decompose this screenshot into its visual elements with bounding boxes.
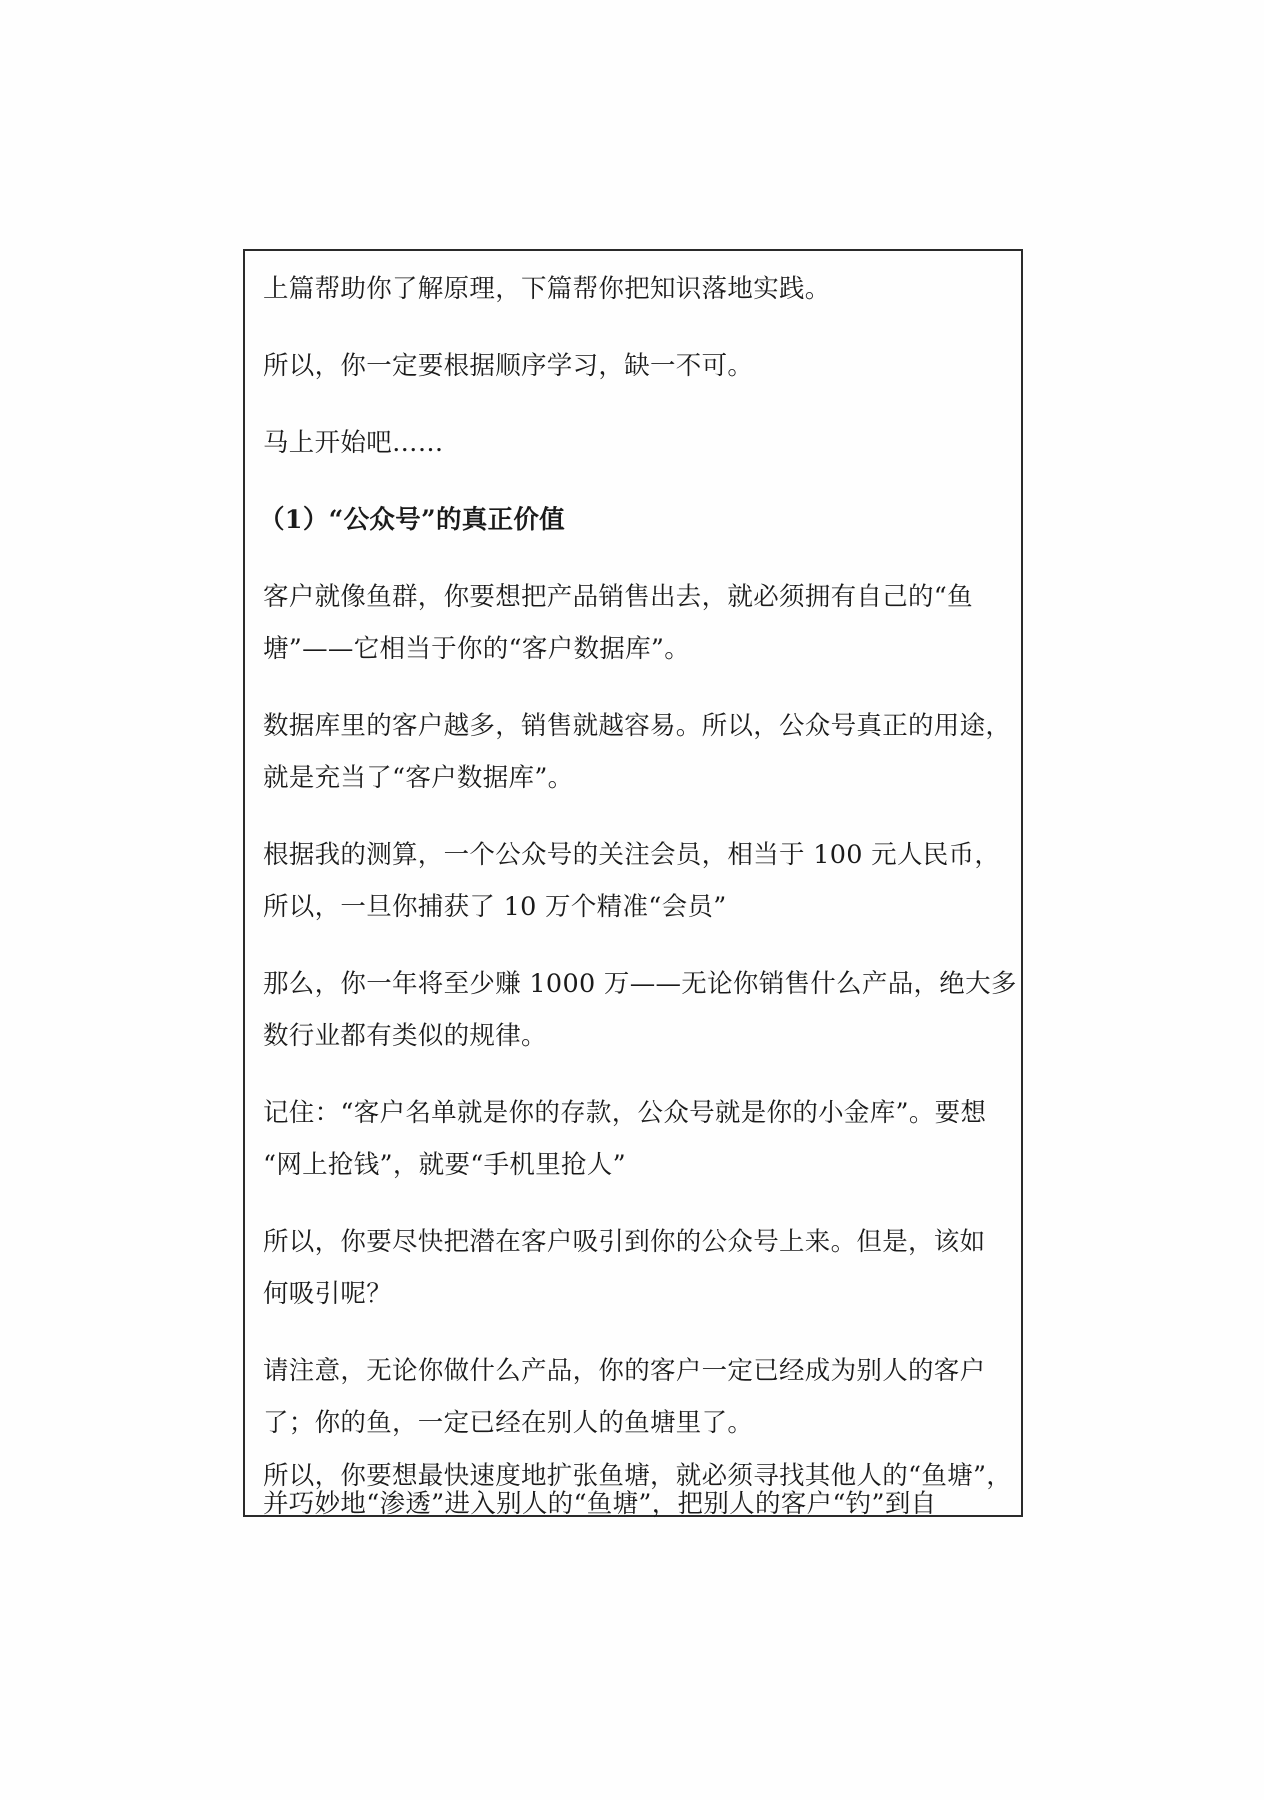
text-line: 何吸引呢？ [263, 1279, 393, 1309]
text-line: 请注意，无论你做什么产品，你的客户一定已经成为别人的客户 [263, 1356, 986, 1386]
section-heading: （1）“公众号”的真正价值 [259, 505, 565, 535]
text-line: 马上开始吧…… [263, 428, 444, 458]
text-line: 所以，你要尽快把潜在客户吸引到你的公众号上来。但是，该如 [263, 1227, 986, 1257]
text-line: 上篇帮助你了解原理，下篇帮你把知识落地实践。 [263, 274, 831, 304]
text-line: 所以，一旦你捕获了 10 万个精准“会员” [263, 892, 727, 922]
text-line: 并巧妙地“渗透”进入别人的“鱼塘”，把别人的客户“钓”到自 [263, 1489, 937, 1519]
text-line: 根据我的测算，一个公众号的关注会员，相当于 100 元人民币， [263, 840, 1001, 870]
text-line: 就是充当了“客户数据库”。 [263, 763, 574, 793]
text-line: 数行业都有类似的规律。 [263, 1021, 547, 1051]
text-line: 客户就像鱼群，你要想把产品销售出去，就必须拥有自己的“鱼 [263, 582, 973, 612]
text-line: “网上抢钱”，就要“手机里抢人” [263, 1150, 626, 1180]
text-box [243, 249, 1023, 1517]
text-line: 所以，你要想最快速度地扩张鱼塘，就必须寻找其他人的“鱼塘”， [263, 1461, 1013, 1491]
text-line: 了；你的鱼，一定已经在别人的鱼塘里了。 [263, 1408, 754, 1438]
text-line: 那么，你一年将至少赚 1000 万——无论你销售什么产品，绝大多 [263, 969, 1017, 999]
text-line: 数据库里的客户越多，销售就越容易。所以，公众号真正的用途， [263, 711, 1012, 741]
text-line: 塘”——它相当于你的“客户数据库”。 [263, 634, 691, 664]
text-line: 所以，你一定要根据顺序学习，缺一不可。 [263, 351, 754, 381]
text-line: 记住：“客户名单就是你的存款，公众号就是你的小金库”。要想 [263, 1098, 987, 1128]
